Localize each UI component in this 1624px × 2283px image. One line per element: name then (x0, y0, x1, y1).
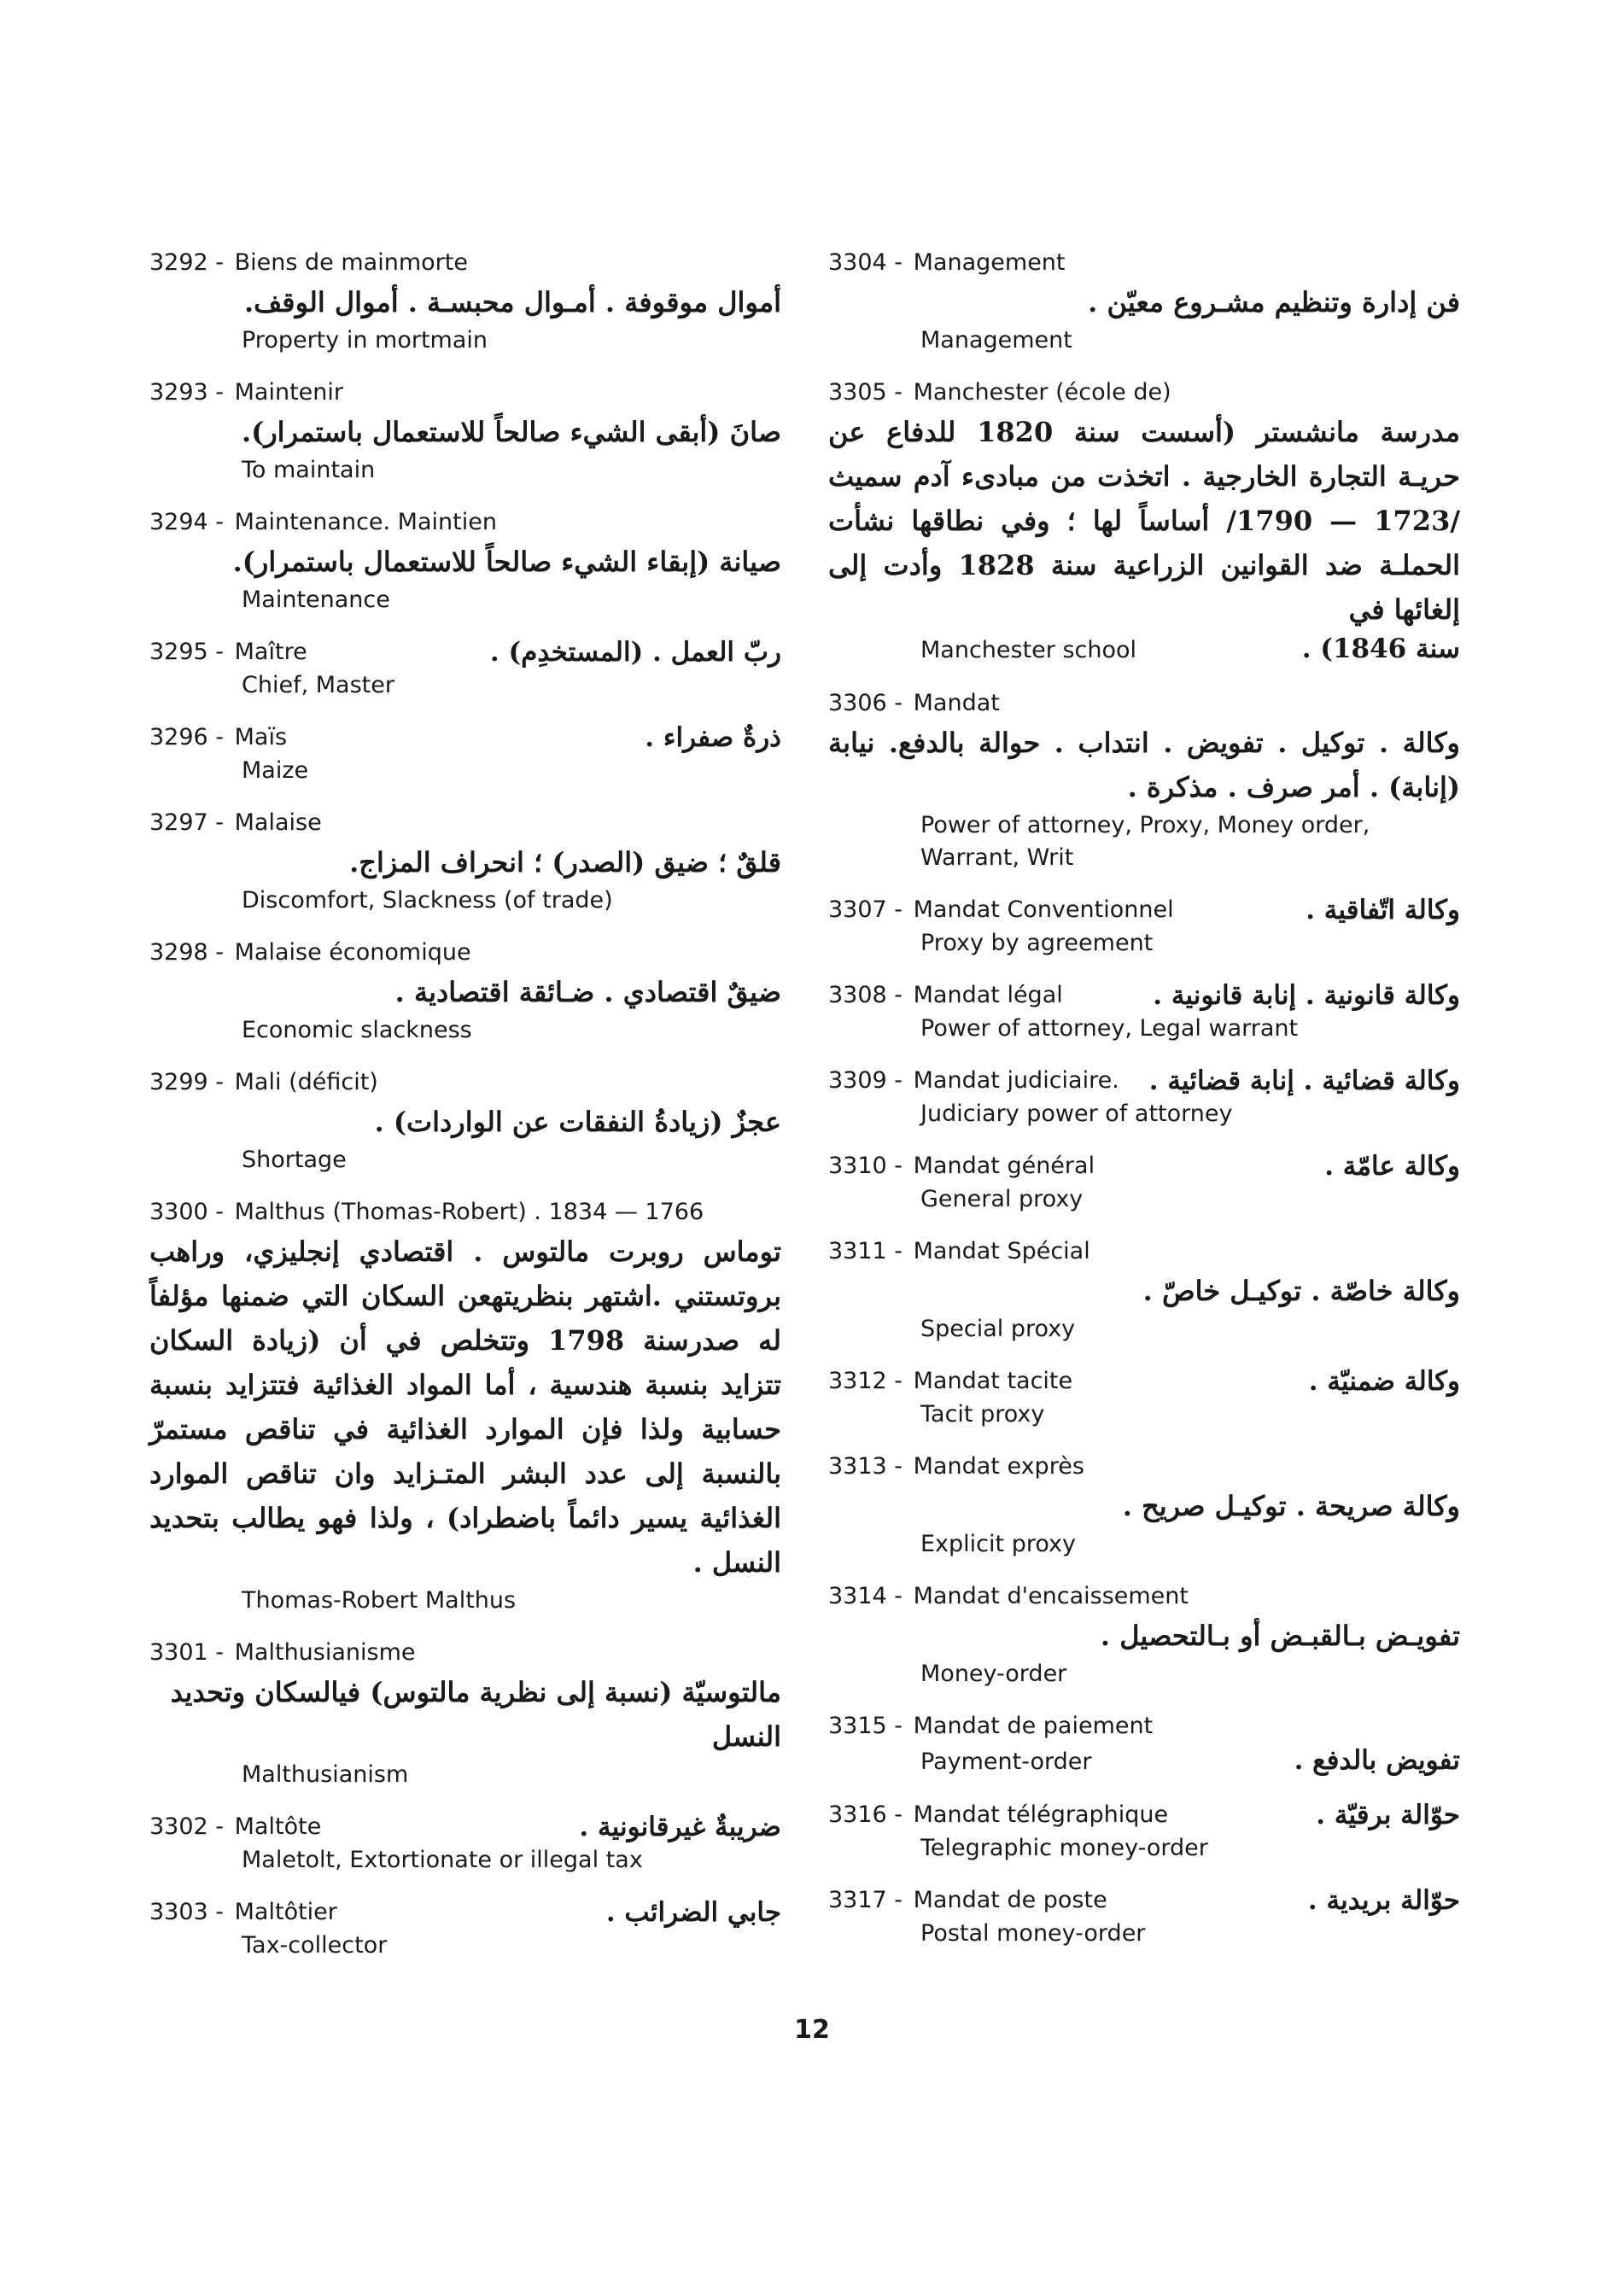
dictionary-entry (149, 1195, 781, 1617)
entry-number: 3305 (828, 379, 887, 406)
arabic-definition: قلقٌ ؛ ضيق (الصدر) ؛ انحراف المزاج. (349, 846, 781, 879)
entry-number: 3314 (828, 1583, 887, 1609)
english-term: Telegraphic money-order (920, 1835, 1208, 1861)
entry-number: 3296 (149, 724, 208, 750)
french-term: Mandat légal (913, 982, 1063, 1008)
dictionary-entry (149, 1810, 781, 1877)
dictionary-entry (828, 1364, 1460, 1431)
entry-separator: - (207, 1639, 231, 1666)
entry-separator: - (207, 809, 231, 836)
entry-heading (149, 1895, 781, 1930)
entry-number: 3311 (828, 1238, 887, 1264)
entry-number: 3294 (149, 509, 208, 535)
entry-heading (828, 686, 1460, 721)
english-term: Power of attorney, Legal warrant (920, 1015, 1299, 1042)
french-term: Malaise économique (234, 939, 471, 966)
dictionary-entry (828, 1883, 1460, 1950)
entry-heading (828, 1149, 1460, 1183)
french-term: Mandat de paiement (913, 1713, 1154, 1739)
dictionary-entry (149, 1066, 781, 1177)
dictionary-entry (828, 1450, 1460, 1561)
arabic-definition: فن إدارة وتنظيم مشـروع معيّن . (1088, 286, 1460, 318)
french-term: Biens de mainmorte (234, 249, 468, 276)
arabic-term: حوّالة بريدية . (1307, 1885, 1460, 1916)
entry-heading (149, 505, 781, 540)
dictionary-entry (828, 1798, 1460, 1865)
entry-number: 3297 (149, 809, 208, 836)
english-term: Management (920, 327, 1072, 353)
entry-separator: - (886, 249, 910, 276)
dictionary-entry (149, 1895, 781, 1962)
entry-heading (828, 893, 1460, 927)
french-term: Maintenir (234, 379, 344, 406)
entry-number: 3308 (828, 982, 887, 1008)
english-term: Payment-order (920, 1749, 1092, 1775)
entry-number: 3317 (828, 1887, 887, 1913)
dictionary-entry (149, 505, 781, 616)
entry-separator: - (886, 982, 910, 1008)
dictionary-entry (828, 1709, 1460, 1779)
english-term: Thomas-Robert Malthus (242, 1587, 517, 1614)
entry-number: 3298 (149, 939, 208, 966)
arabic-definition: وكالة . توكيل . تفويض . انتداب . حوالة بالدفع. نيابة (إنابة) . أمر صرف . مذكرة . (828, 727, 1460, 803)
entry-heading (149, 635, 781, 669)
arabic-definition-tail: سنة 1846) . (1301, 634, 1460, 664)
entry-number: 3309 (828, 1067, 887, 1094)
entry-separator: - (886, 1453, 910, 1480)
entry-number: 3304 (828, 249, 887, 276)
arabic-term: وكالة قضائية . إنابة قضائية . (1148, 1066, 1460, 1096)
english-term: Tax-collector (242, 1932, 388, 1959)
arabic-definition: عجزٌ (زيادةُ النفقات عن الواردات) . (374, 1106, 781, 1138)
french-term: Mandat général (913, 1153, 1095, 1179)
french-term: Maltôte (234, 1813, 322, 1840)
dictionary-entry (149, 246, 781, 357)
entry-heading (149, 721, 781, 755)
entry-number: 3292 (149, 249, 208, 276)
entry-separator: - (207, 1899, 231, 1925)
entry-separator: - (886, 1067, 910, 1094)
dictionary-entry (828, 376, 1460, 668)
french-term: Mandat judiciaire. (913, 1067, 1119, 1094)
entry-number: 3307 (828, 896, 887, 923)
page-number: 12 (794, 2015, 830, 2045)
french-term: Maître (234, 639, 307, 665)
french-term: Malthusianisme (234, 1639, 416, 1666)
entry-separator: - (207, 724, 231, 750)
english-term: Maintenance (242, 587, 390, 613)
entry-heading (828, 376, 1460, 410)
dictionary-entry (149, 376, 781, 487)
french-term: Management (913, 249, 1066, 276)
right-column (828, 246, 1460, 1969)
entry-separator: - (207, 1069, 231, 1095)
dictionary-entry (828, 1149, 1460, 1216)
english-term: Discomfort, Slackness (of trade) (242, 887, 613, 914)
entry-separator: - (886, 1583, 910, 1609)
english-term: Explicit proxy (920, 1531, 1076, 1557)
entry-number: 3316 (828, 1801, 887, 1828)
arabic-definition: وكالة خاصّة . توكيـل خاصّ . (1142, 1275, 1460, 1307)
arabic-definition: أموال موقوفة . أمـوال محبسـة . أموال الوقف. (244, 286, 781, 318)
entry-number: 3310 (828, 1153, 887, 1179)
english-term: Shortage (242, 1147, 347, 1173)
entry-heading (149, 376, 781, 410)
dictionary-entry (828, 893, 1460, 960)
entry-number: 3315 (828, 1713, 887, 1739)
entry-separator: - (886, 1368, 910, 1394)
entry-separator: - (207, 939, 231, 966)
french-term: Mandat Conventionnel (913, 896, 1174, 923)
english-term: Economic slackness (242, 1017, 472, 1043)
entry-number: 3303 (149, 1899, 208, 1925)
entry-number: 3295 (149, 639, 208, 665)
arabic-term: وكالة عامّة . (1324, 1151, 1460, 1182)
entry-separator: - (207, 1813, 231, 1840)
entry-heading (828, 246, 1460, 280)
entry-separator: - (207, 639, 231, 665)
dictionary-entry (828, 246, 1460, 357)
entry-separator: - (886, 1887, 910, 1913)
entry-heading (149, 1636, 781, 1670)
entry-heading (149, 1810, 781, 1844)
arabic-definition: صانَ (أبقى الشيء صالحاً للاستعمال باستمرار). (241, 416, 781, 448)
french-term: Mandat Spécial (913, 1238, 1090, 1264)
entry-number: 3306 (828, 690, 887, 716)
english-term: Special proxy (920, 1316, 1076, 1342)
english-term: Malthusianism (242, 1761, 409, 1788)
arabic-definition: صيانة (إبقاء الشيء صالحاً للاستعمال باستمرار). (232, 546, 781, 578)
left-column (149, 246, 781, 1981)
arabic-term: وكالة قانونية . إنابة قانونية . (1153, 980, 1460, 1011)
entry-heading (828, 1798, 1460, 1832)
entry-separator: - (207, 1199, 231, 1225)
french-term: Mandat télégraphique (913, 1801, 1169, 1828)
entry-heading (828, 1364, 1460, 1398)
arabic-term: تفويض بالدفع . (1294, 1745, 1460, 1776)
english-term: Postal money-order (920, 1920, 1146, 1947)
arabic-term: ذرةٌ صفراء . (645, 722, 781, 753)
entry-heading (149, 246, 781, 280)
english-term: Property in mortmain (242, 327, 488, 353)
dictionary-entry (828, 1579, 1460, 1690)
arabic-term: ضريبةٌ غيرقانونية . (579, 1812, 781, 1842)
entry-separator: - (886, 1713, 910, 1739)
arabic-definition: ضيقٌ اقتصادي . ضـائقة اقتصادية . (394, 976, 781, 1008)
entry-separator: - (886, 1238, 910, 1264)
arabic-definition: تفويـض بـالقبـض أو بـالتحصيل . (1100, 1620, 1460, 1652)
dictionary-entry (828, 686, 1460, 874)
entry-number: 3302 (149, 1813, 208, 1840)
entry-heading (149, 936, 781, 970)
french-term: Mali (déficit) (234, 1069, 378, 1095)
entry-heading (828, 1709, 1460, 1743)
entry-separator: - (886, 379, 910, 406)
entry-heading (828, 1064, 1460, 1098)
entry-separator: - (207, 379, 231, 406)
entry-separator: - (886, 896, 910, 923)
entry-separator: - (207, 249, 231, 276)
arabic-term: وكالة اتّفاقية . (1306, 895, 1460, 925)
entry-separator: - (886, 1153, 910, 1179)
english-term: Money-order (920, 1661, 1067, 1687)
french-term: Mandat de poste (913, 1887, 1107, 1913)
french-term: Malaise (234, 809, 322, 836)
dictionary-entry (828, 1235, 1460, 1346)
entry-heading (828, 1579, 1460, 1614)
english-term: Maize (242, 757, 309, 784)
dictionary-entry (149, 936, 781, 1047)
entry-heading (828, 1450, 1460, 1484)
english-term: Judiciary power of attorney (920, 1101, 1233, 1127)
english-term: General proxy (920, 1186, 1084, 1212)
dictionary-entry (149, 806, 781, 917)
english-term: Maletolt, Extortionate or illegal tax (242, 1847, 643, 1873)
entry-heading (149, 1066, 781, 1100)
dictionary-entry (149, 635, 781, 702)
english-term: To maintain (242, 457, 376, 483)
french-term: Mandat d'encaissement (913, 1583, 1189, 1609)
entry-heading (828, 1235, 1460, 1269)
entry-heading (828, 978, 1460, 1013)
arabic-term: حوّالة برقيّة . (1316, 1800, 1460, 1830)
english-term: Proxy by agreement (920, 930, 1154, 956)
arabic-term: وكالة ضمنيّة . (1308, 1366, 1460, 1397)
arabic-definition: مدرسة مانشستر (أسست سنة 1820 للدفاع عن حريـة التجارة الخارجية . اتخذت من مبادىء آدم سميث /1723 — 1790/ أساساً لها ؛ وفي نطاقها نشأت الحملـة ضد القوانين الزراعية سنة 1828 وأدت إلى إلغائها في (828, 416, 1461, 626)
dictionary-entry (149, 721, 781, 787)
french-term: Maïs (234, 724, 288, 750)
arabic-term: ربّ العمل . (المستخدِم) . (489, 637, 781, 668)
entry-number: 3312 (828, 1368, 887, 1394)
entry-number: 3300 (149, 1199, 208, 1225)
entry-separator: - (886, 1801, 910, 1828)
english-term: Power of attorney, Proxy, Money order, Warrant, Writ (920, 812, 1370, 871)
french-term: Maltôtier (234, 1899, 337, 1925)
entry-number: 3301 (149, 1639, 208, 1666)
entry-heading (149, 806, 781, 840)
entry-number: 3299 (149, 1069, 208, 1095)
english-term: Tacit proxy (920, 1401, 1045, 1428)
french-term: Mandat (913, 690, 1000, 716)
french-term: Mandat exprès (913, 1453, 1084, 1480)
arabic-definition: وكالة صريحة . توكيـل صريح . (1122, 1490, 1460, 1522)
dictionary-entry (828, 978, 1460, 1045)
french-term: Mandat tacite (913, 1368, 1073, 1394)
entry-separator: - (886, 690, 910, 716)
arabic-definition: مالتوسيّة (نسبة إلى نظرية مالتوس) فيالسكان وتحديد النسل (170, 1676, 781, 1753)
entry-number: 3313 (828, 1453, 887, 1480)
french-term: Maintenance. Maintien (234, 509, 497, 535)
arabic-term: جابي الضرائب . (605, 1897, 781, 1928)
entry-number: 3293 (149, 379, 208, 406)
french-term: Malthus (Thomas-Robert) . 1834 — 1766 (234, 1199, 704, 1225)
english-term-row (828, 632, 1460, 668)
french-term: Manchester (école de) (913, 379, 1171, 406)
english-term: Chief, Master (242, 672, 394, 698)
english-term: Manchester school (920, 637, 1137, 663)
entry-heading (828, 1883, 1460, 1918)
arabic-definition: توماس روبرت مالتوس . اقتصادي إنجليزي، وراهب بروتستني .اشتهر بنظريتهعن السكان التي ضمنها مؤلفاً له صدرسنة 1798 وتتخلص في أن (زيادة السكان تتزايد بنسبة هندسية ، أما المواد الغذائية فتتزايد بنسبة حسابية ولذا فإن الموارد الغذائية في تناقص مستمرّ بالنسبة إلى عدد البشر المتـزايد وان تناقص الموارد الغذائية يسير دائماً باضطراد) ، ولذا فهو يطالب بتحديد النسل . (149, 1235, 781, 1579)
english-term-row (828, 1743, 1460, 1779)
entry-heading (149, 1195, 781, 1229)
entry-separator: - (207, 509, 231, 535)
dictionary-entry (828, 1064, 1460, 1130)
dictionary-entry (149, 1636, 781, 1791)
